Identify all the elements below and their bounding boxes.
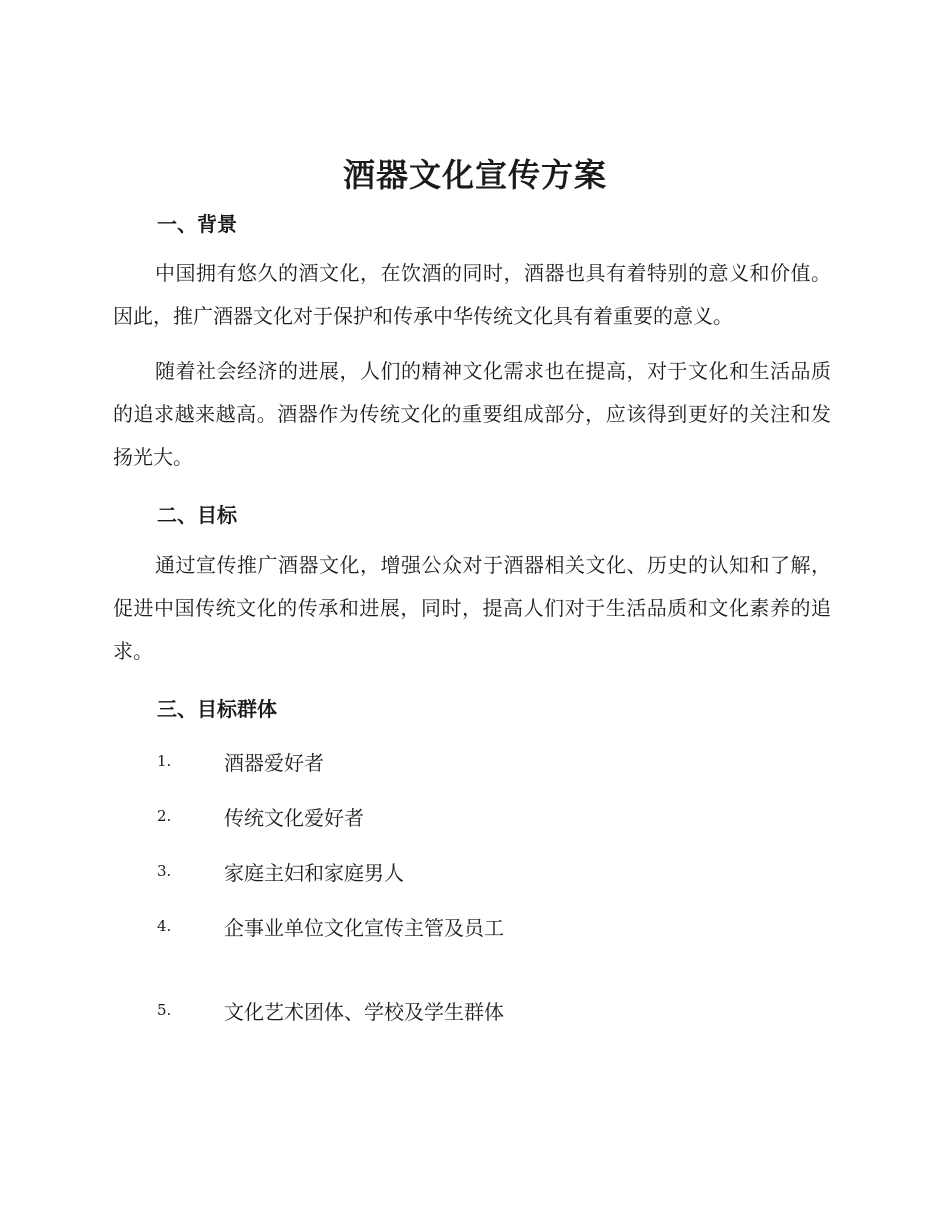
section-heading-background: 一、背景	[157, 212, 237, 236]
section-heading-target-groups: 三、目标群体	[157, 697, 277, 721]
list-item-number: 5.	[157, 1001, 172, 1019]
list-item: 企事业单位文化宣传主管及员工	[224, 916, 504, 940]
background-paragraph-1: 中国拥有悠久的酒文化，在饮酒的同时，酒器也具有着特别的意义和价值。因此，推广酒器文化对于保护和传承中华传统文化具有着重要的意义。	[113, 261, 831, 328]
background-paragraph-2: 随着社会经济的进展，人们的精神文化需求也在提高，对于文化和生活品质的追求越来越高。酒器作为传统文化的重要组成部分，应该得到更好的关注和发扬光大。	[113, 359, 831, 469]
list-item-number: 2.	[157, 807, 172, 825]
list-item: 传统文化爱好者	[224, 806, 364, 830]
goals-paragraph: 通过宣传推广酒器文化，增强公众对于酒器相关文化、历史的认知和了解，促进中国传统文化的传承和进展，同时，提高人们对于生活品质和文化素养的追求。	[113, 553, 831, 663]
list-item: 酒器爱好者	[224, 751, 324, 775]
list-item-number: 4.	[157, 917, 172, 935]
document-title: 酒器文化宣传方案	[342, 156, 607, 194]
list-item-number: 3.	[157, 862, 172, 880]
list-item: 文化艺术团体、学校及学生群体	[224, 1000, 504, 1024]
list-item-number: 1.	[157, 752, 172, 770]
list-item: 家庭主妇和家庭男人	[224, 861, 404, 885]
section-heading-goals: 二、目标	[157, 503, 237, 527]
